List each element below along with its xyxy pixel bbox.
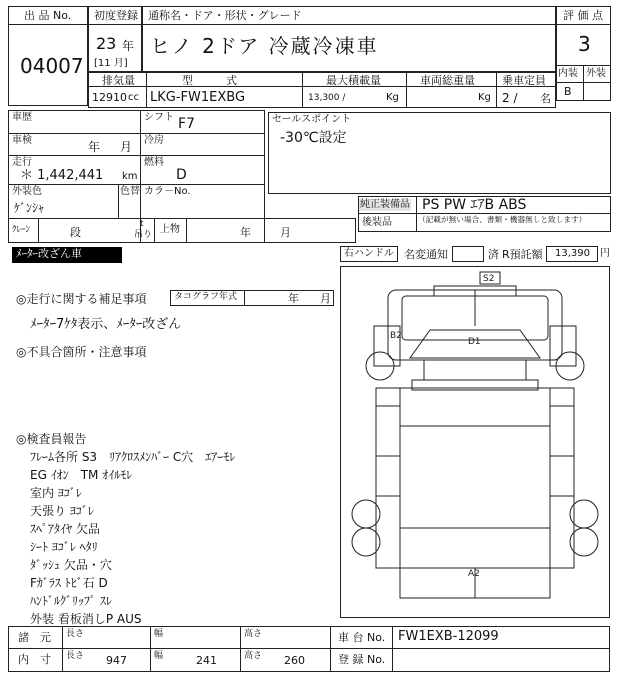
height-label: 高さ xyxy=(244,651,263,661)
defects-label: ◎不具合箇所・注意事項 xyxy=(16,345,147,359)
odometer-tamper-badge: ﾒｰﾀｰ改ざん車 xyxy=(12,247,122,263)
right-handle-label: 右ハンドル xyxy=(344,248,394,259)
color-value: ｹﾞﾝｼｬ xyxy=(14,201,45,215)
ac-label: 冷房 xyxy=(144,135,164,146)
tachograph-month-unit: 月 xyxy=(320,292,331,305)
color-code-label: カラ－No. xyxy=(144,186,191,197)
rating-value: 3 xyxy=(578,32,591,56)
first-registration-label: 初度登録 xyxy=(94,9,138,22)
name-change-box xyxy=(452,246,484,262)
model-label: 通称名・ドア・形状・グレード xyxy=(148,9,302,22)
inspector-report-label: ◎検査員報告 xyxy=(16,432,87,446)
color-label: 外装色 xyxy=(12,186,42,197)
tachograph-label: タコグラフ年式 xyxy=(174,292,238,302)
report-line: 外装 看板消しP AUS xyxy=(30,612,142,626)
fuel-value: D xyxy=(176,167,187,183)
first-registration-month: [11 月] xyxy=(94,58,128,69)
inspection-year-unit: 年 xyxy=(88,140,101,154)
shift-label: シフト xyxy=(144,112,174,123)
recycle-amount: 13,390 xyxy=(555,248,590,259)
inspection-month-unit: 月 xyxy=(120,140,133,154)
mark-d1: D1 xyxy=(468,337,481,347)
capacity-value: 2 / xyxy=(502,91,518,105)
length-label: 長さ xyxy=(66,651,85,661)
width-label-top: 幅 xyxy=(154,629,164,639)
width-label: 幅 xyxy=(154,651,164,661)
mileage-value: ＊ 1,442,441 xyxy=(20,168,104,183)
frame-label: 上物 xyxy=(160,224,180,235)
chassis-label: 車 台 No. xyxy=(338,631,386,644)
model-code-label: 型 式 xyxy=(182,74,237,87)
equipment-label: 純正装備品 xyxy=(360,199,410,210)
gross-weight-unit: Kg xyxy=(478,92,491,103)
length-value: 947 xyxy=(106,654,127,667)
name-change-label: 名変通知 xyxy=(404,248,448,261)
aftermarket-note: （記載が無い場合、書類・機器無しと致します） xyxy=(418,216,587,225)
height-value: 260 xyxy=(284,654,305,667)
crane-hang-unit: 吊り xyxy=(134,230,153,240)
mileage-unit: km xyxy=(122,171,138,182)
report-line: 室内 ﾖｺﾞﾚ xyxy=(30,486,82,500)
yen-unit: 円 xyxy=(600,248,610,259)
frame-year-unit: 年 xyxy=(240,226,251,239)
gross-weight-label: 車両総重量 xyxy=(420,74,475,87)
lot-number: 04007 xyxy=(20,54,84,78)
first-registration-year: 23 xyxy=(96,34,117,53)
lot-number-label: 出 品 No. xyxy=(24,9,72,22)
mark-s2: S2 xyxy=(483,274,495,284)
report-line: 天張り ﾖｺﾞﾚ xyxy=(30,504,94,518)
displacement-unit: cc xyxy=(128,92,139,103)
max-load-unit: Kg xyxy=(386,92,399,103)
registration-label: 登 録 No. xyxy=(338,653,386,666)
inspection-label: 車検 xyxy=(12,135,32,146)
displacement-value: 12910 xyxy=(92,91,127,104)
report-line: ﾌﾚｰﾑ各所 S3 ﾘｱｸﾛｽﾒﾝﾊﾞｰ C穴 ｴｱｰﾓﾚ xyxy=(30,450,236,464)
displacement-label: 排気量 xyxy=(102,74,135,87)
color-no-label: 色替 xyxy=(120,186,140,197)
frame-month-unit: 月 xyxy=(280,226,291,239)
footer-table xyxy=(8,626,610,672)
length-label-top: 長さ xyxy=(66,629,85,639)
mark-b2: B2 xyxy=(390,331,402,341)
aftermarket-label: 後装品 xyxy=(362,217,392,228)
report-line: EG ｲｵﾝ TM ｵｲﾙﾓﾚ xyxy=(30,468,133,482)
running-note-text: ﾒｰﾀｰ7ｹﾀ表示、ﾒｰﾀｰ改ざん xyxy=(30,317,182,332)
recycle-label: R預託額 xyxy=(502,248,543,261)
interior-grade: B xyxy=(564,85,572,98)
model-name: ヒノ 2ドア 冷蔵冷凍車 xyxy=(150,34,379,58)
report-line: ｼｰﾄ ﾖｺﾞﾚ ﾍﾀﾘ xyxy=(30,540,98,554)
inner-dims-label: 内 寸 xyxy=(18,653,51,666)
history-label: 車歴 xyxy=(12,112,32,123)
report-line: ｽﾍﾟｱﾀｲﾔ 欠品 xyxy=(30,522,100,536)
year-unit: 年 xyxy=(122,39,135,53)
capacity-unit: 名 xyxy=(540,92,551,105)
frame-box xyxy=(186,218,356,243)
report-line: ﾊﾝﾄﾞﾙｸﾞﾘｯﾌﾟ ｽﾚ xyxy=(30,594,112,608)
sales-point-text: -30℃設定 xyxy=(280,130,347,146)
model-code: LKG-FW1EXBG xyxy=(150,90,246,105)
running-notes-label: ◎走行に関する補足事項 xyxy=(16,292,147,306)
crane-ton-unit: t xyxy=(140,219,144,229)
rating-label: 評 価 点 xyxy=(563,9,603,22)
shift-value: F7 xyxy=(178,116,195,132)
tachograph-year-unit: 年 xyxy=(288,292,299,305)
mileage-label: 走行 xyxy=(12,157,32,168)
crane-stage-unit: 段 xyxy=(70,226,81,239)
report-line: Fｶﾞﾗｽ ﾄﾋﾞ石 D xyxy=(30,576,108,590)
interior-label: 内装 xyxy=(558,68,578,79)
truck-diagram xyxy=(340,266,610,618)
chassis-number: FW1EXB-12099 xyxy=(398,629,499,644)
width-value: 241 xyxy=(196,654,217,667)
max-load-label: 最大積載量 xyxy=(326,74,381,87)
report-line: ﾀﾞｯｼｭ 欠品・穴 xyxy=(30,558,112,572)
fuel-label: 燃料 xyxy=(144,157,164,168)
height-label-top: 高さ xyxy=(244,629,263,639)
exterior-label: 外装 xyxy=(586,68,606,79)
tax-paid-label: 済 xyxy=(488,248,499,261)
crane-label: ｸﾚｰﾝ xyxy=(12,225,31,235)
dims-label: 諸 元 xyxy=(18,631,51,644)
sales-point-label: セールスポイント xyxy=(272,114,352,125)
max-load-value: 13,300 / xyxy=(308,93,346,103)
equipment-value: PS PW ｴｱB ABS xyxy=(422,197,527,213)
capacity-label: 乗車定員 xyxy=(502,74,546,87)
mark-a2: A2 xyxy=(468,569,480,579)
